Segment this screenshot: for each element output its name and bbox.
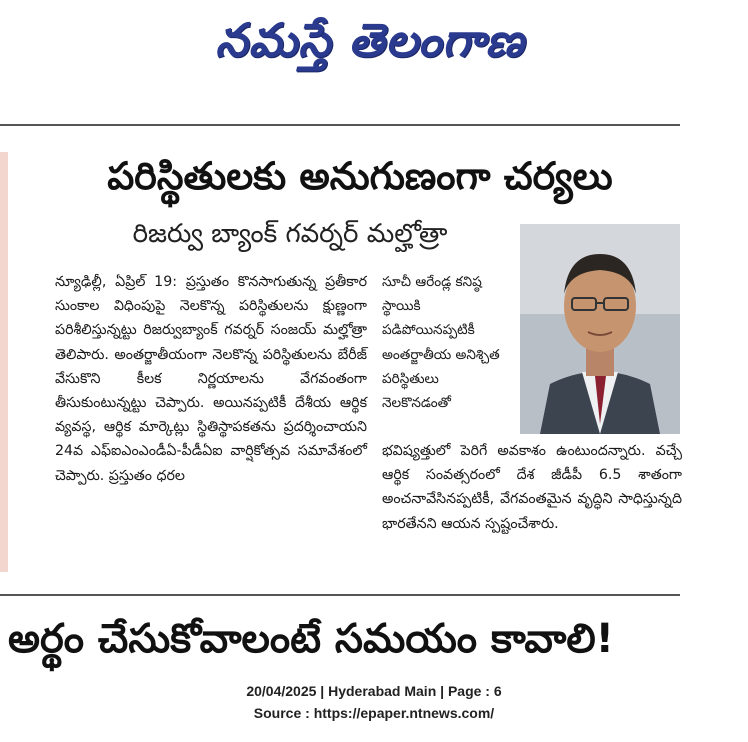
governor-photo [520,224,680,434]
portrait-image [520,224,680,434]
newspaper-logo: నమస్తే తెలంగాణ [215,13,525,67]
masthead [0,0,748,80]
article-headline: పరిస్థితులకు అనుగుణంగా చర్యలు [107,154,613,198]
article-text: న్యూఢిల్లీ, ఏప్రిల్ 19: ప్రస్తుతం కొనసాగుతున్న ప్రతీకార సుంకాల విధింపుపై నెలకొన్న పరిస్థితులను క్షుణ్ణంగా పరిశీలిస్తున్నట్టు రిజర్వుబ్యాంక్ గవర్నర్ సంజయ్ మల్హోత్రా తెలిపారు. అంతర్జాతీయంగా నెలకొన్న పరిస్థితులను బేరీజ్ వేసుకొని కీలక నిర్ణయాలను వేగవంతంగా తీసుకుంటున్నట్టు చెప్పారు. అయినప్పటికీ దేశీయ ఆర్థిక వ్యవస్థ, ఆర్థిక మార్కెట్లు స్థితిస్థాపకతను ప్రదర్శించాయని 24వ ఎఫ్ఐఎంఎండీఏ-పీడీఏఐ వార్షికోత్సవ సమావేశంలో చెప్పారు. ప్రస్తుతం ధరల [55,274,367,484]
article-column-2-bottom [382,439,682,579]
article-text: సూచీ ఆరేండ్ల కనిష్ఠ స్థాయికి పడిపోయినప్పటికీ అంతర్జాతీయ అనిశ్చిత పరిస్థితులు నెలకొనడంతో [382,274,500,412]
article-column-2-top [382,270,510,440]
divider-top [0,124,680,126]
edition-info: 20/04/2025 | Hyderabad Main | Page : 6 [246,683,502,699]
article-subheadline: రిజర్వు బ్యాంక్ గవర్నర్ మల్హోత్రా [132,219,448,249]
article-column-1 [55,270,367,580]
article-text: భవిష్యత్తులో పెరిగే అవకాశం ఉంటుందన్నారు. వచ్చే ఆర్థిక సంవత్సరంలో దేశ జీడీపీ 6.5 శాతంగా అంచనావేసినప్పటికీ, వేగవంతమైన వృద్ధిని సాధిస్తున్నది భారతేనని ఆయన స్పష్టంచేశారు. [382,443,682,532]
source-link[interactable]: Source : https://epaper.ntnews.com/ [253,705,495,721]
next-article-headline: అర్థం చేసుకోవాలంటే సమయం కావాలి! [8,616,614,662]
margin-accent [0,152,8,572]
divider-bottom [0,594,680,596]
